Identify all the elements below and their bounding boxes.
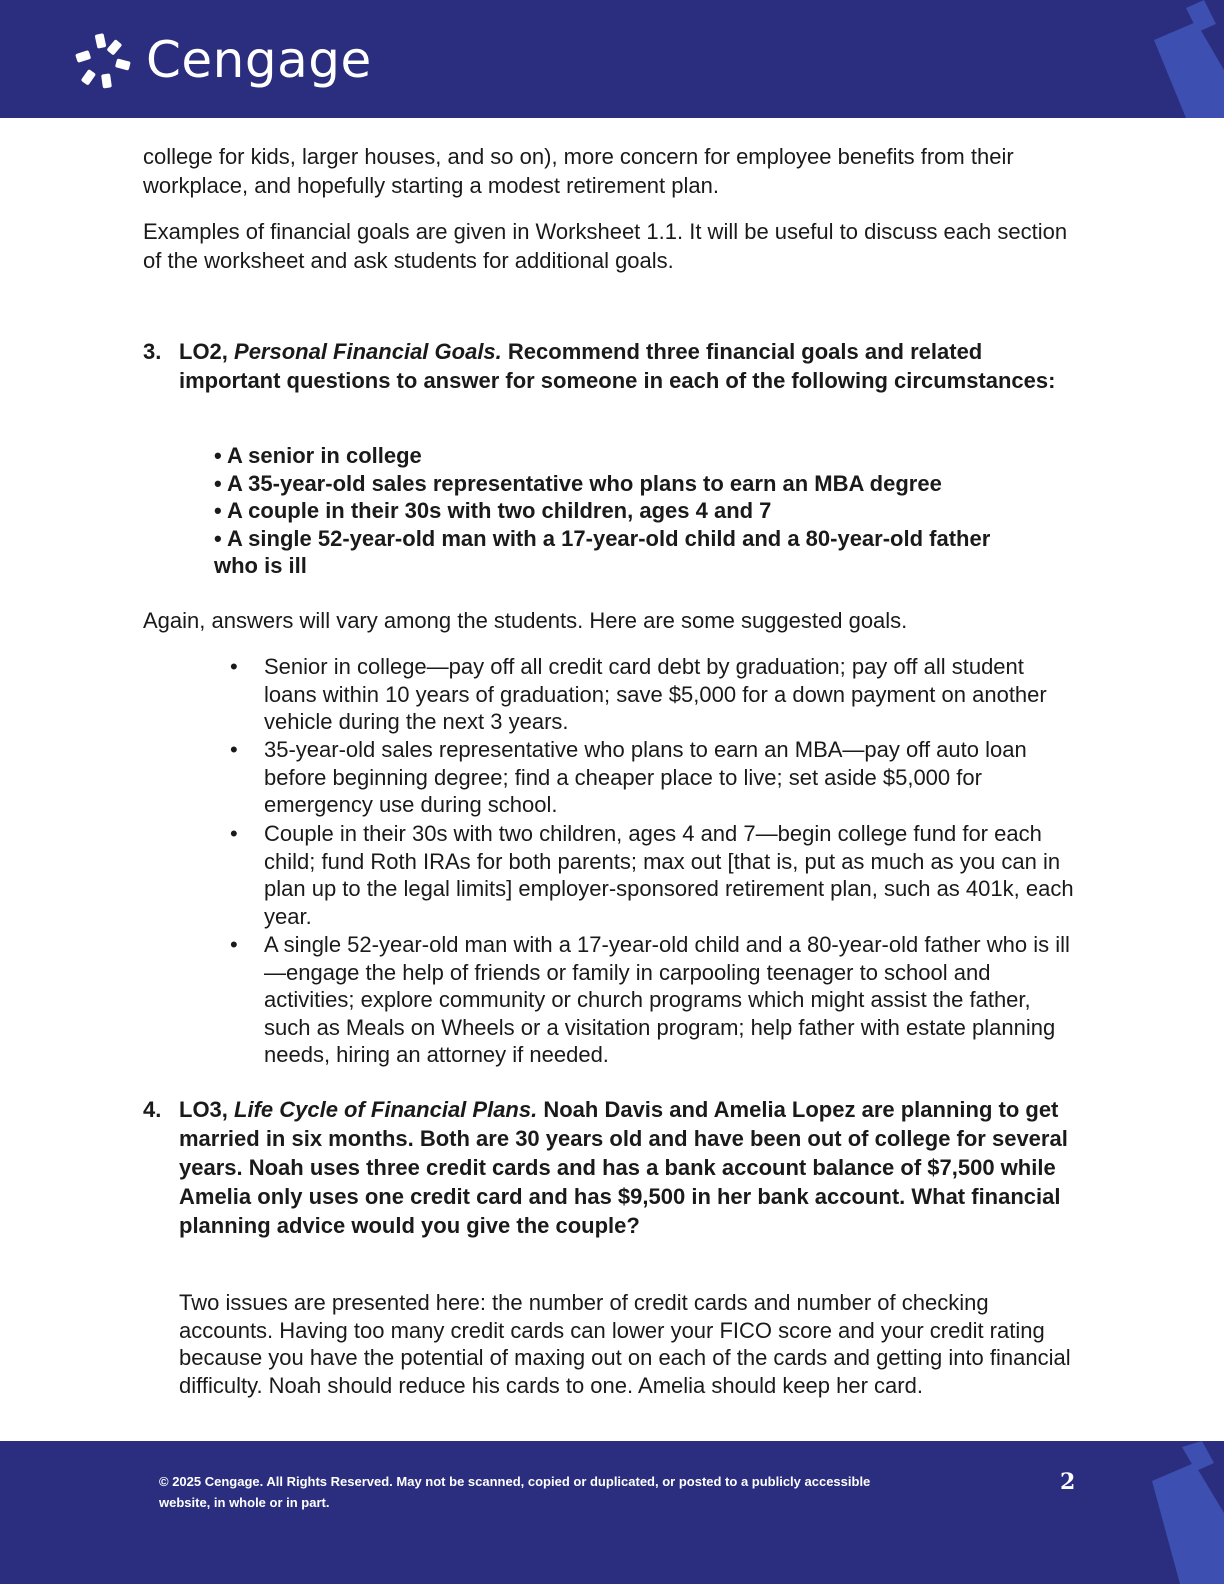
question-4-title: Life Cycle of Financial Plans. bbox=[234, 1097, 538, 1122]
question-3-bullet-1: • A senior in college bbox=[214, 443, 422, 468]
question-3-bullet-4: • A single 52-year-old man with a 17-year-old child and a 80-year-old father bbox=[214, 525, 991, 551]
question-4-number: 4. bbox=[143, 1097, 162, 1122]
bullet-dot-icon: • bbox=[230, 932, 238, 957]
question-3-number: 3. bbox=[143, 339, 162, 364]
intro-paragraph-1: college for kids, larger houses, and so on), more concern for employee benefits from their workplace, and hopefully starting a modest retirement plan. bbox=[143, 144, 1014, 198]
cengage-mark-icon bbox=[72, 30, 134, 90]
question-3-prefix: LO2, bbox=[179, 339, 235, 364]
copyright-notice: © 2025 Cengage. All Rights Reserved. May not be scanned, copied or duplicated, or posted to a publicly accessible website, in whole or in part. bbox=[159, 1474, 871, 1510]
answer-3-intro: Again, answers will vary among the students. Here are some suggested goals. bbox=[143, 608, 908, 633]
question-4-text: Noah Davis and Amelia Lopez are planning to get married in six months. Both are 30 years old and have been out of college for several years. Noah uses three credit cards and has a bank account balance of $7,500 while Amelia only uses one credit card and has $9,500 in her bank account. What financial planning advice would you give the couple? bbox=[179, 1097, 1068, 1238]
decorative-corner-shape bbox=[1134, 1441, 1224, 1584]
bullet-dot-icon: • bbox=[230, 821, 238, 846]
question-3-text: Recommend three financial goals and related important questions to answer for someone in each of the following circumstances: bbox=[179, 339, 1056, 393]
intro-paragraph-2: Examples of financial goals are given in Worksheet 1.1. It will be useful to discuss each section of the worksheet and ask students for additional goals. bbox=[143, 219, 1068, 273]
answer-3-item-1-text: Senior in college—pay off all credit card debt by graduation; pay off all student loans within 10 years of graduation; save $5,000 for a down payment on another vehicle during the next 3 years. bbox=[264, 654, 1047, 734]
question-3 bbox=[143, 337, 1059, 395]
bullet-dot-icon: • bbox=[230, 737, 238, 762]
question-3-bullet-4-cont: who is ill bbox=[214, 553, 307, 578]
brand-name: Cengage bbox=[146, 31, 372, 89]
answer-3-item-4-text: A single 52-year-old man with a 17-year-old child and a 80-year-old father who is ill—engage the help of friends or family in carpooling teenager to school and activities; explore community or church programs which might assist the father, such as Meals on Wheels or a visitation program; help father with estate planning needs, hiring an attorney if needed. bbox=[264, 932, 1070, 1067]
answer-3-item-3-text: Couple in their 30s with two children, ages 4 and 7—begin college fund for each child; fund Roth IRAs for both parents; max out [that is, put as much as you can in plan up to the legal limits] employer-sponsored retirement plan, such as 401k, each year. bbox=[264, 821, 1074, 929]
footer-band bbox=[0, 1441, 1224, 1584]
cengage-logo bbox=[72, 28, 372, 92]
bullet-dot-icon: • bbox=[230, 654, 238, 679]
question-3-title: Personal Financial Goals. bbox=[234, 339, 502, 364]
decorative-corner-shape bbox=[1134, 0, 1224, 118]
question-4 bbox=[143, 1095, 1074, 1240]
page-number: 2 bbox=[1060, 1469, 1076, 1495]
question-3-bullet-2: • A 35-year-old sales representative who plans to earn an MBA degree bbox=[214, 470, 942, 496]
header-band bbox=[0, 0, 1224, 118]
question-3-bullet-3: • A couple in their 30s with two children, ages 4 and 7 bbox=[214, 498, 772, 523]
answer-4: Two issues are presented here: the number of credit cards and number of checking accounts. Having too many credit cards can lower your FICO score and your credit rating because you have the potential of maxing out on each of the cards and getting into financial difficulty. Noah should reduce his cards to one. Amelia should keep her card. bbox=[179, 1290, 1071, 1398]
question-4-prefix: LO3, bbox=[179, 1097, 235, 1122]
answer-3-item-2-text: 35-year-old sales representative who plans to earn an MBA—pay off auto loan before beginning degree; find a cheaper place to live; set aside $5,000 for emergency use during school. bbox=[264, 737, 1027, 817]
